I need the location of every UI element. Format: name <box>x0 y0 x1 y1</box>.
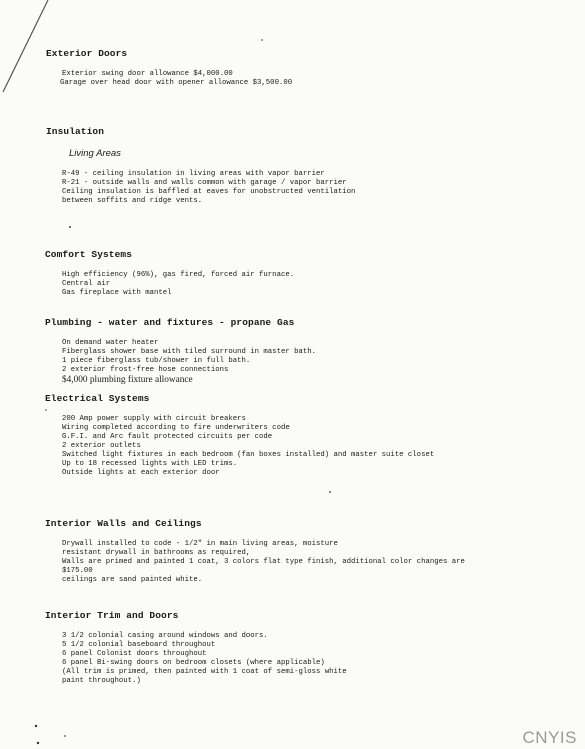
trim-line-2: 5 1/2 colonial baseboard throughout <box>62 641 216 649</box>
section-heading-plumbing: Plumbing - water and fixtures - propane Gas <box>45 317 295 328</box>
exterior-doors-line-2: Garage over head door with opener allowance $3,500.00 <box>60 79 293 87</box>
scan-speck <box>329 491 331 493</box>
scan-edge-line <box>3 0 48 92</box>
plumbing-line-2: Fiberglass shower base with tiled surround in master bath. <box>62 348 316 356</box>
electrical-line-4: 2 exterior outlets <box>62 442 141 450</box>
electrical-line-2: Wiring completed according to fire underwriters code <box>62 424 290 432</box>
plumbing-line-5: $4,000 plumbing fixture allowance <box>62 375 193 385</box>
electrical-line-1: 200 Amp power supply with circuit breakers <box>62 415 246 423</box>
trim-line-1: 3 1/2 colonial casing around windows and doors. <box>62 632 268 640</box>
comfort-line-3: Gas fireplace with mantel <box>62 289 172 297</box>
insulation-line-3: Ceiling insulation is baffled at eaves for unobstructed ventilation <box>62 188 356 196</box>
walls-line-3: Walls are primed and painted 1 coat, 3 colors flat type finish, additional color changes are <box>62 558 465 566</box>
plumbing-line-1: On demand water heater <box>62 339 159 347</box>
trim-line-5: (All trim is primed, then painted with 1 coat of semi-gloss white <box>62 668 347 676</box>
section-heading-exterior-doors: Exterior Doors <box>46 48 128 59</box>
scan-speck <box>261 39 263 41</box>
insulation-line-2: R-21 - outside walls and walls common with garage / vapor barrier <box>62 179 347 187</box>
section-heading-comfort-systems: Comfort Systems <box>45 249 133 260</box>
comfort-line-1: High efficiency (96%), gas fired, forced air furnace. <box>62 271 295 279</box>
scan-speck <box>35 725 37 727</box>
electrical-line-6: Up to 18 recessed lights with LED trims. <box>62 460 238 468</box>
trim-line-6: paint throughout.) <box>62 677 141 685</box>
watermark-logo: CNYIS <box>522 728 577 747</box>
comfort-line-2: Central air <box>62 280 111 288</box>
insulation-subheading: Living Areas <box>69 148 121 159</box>
walls-line-2: resistant drywall in bathrooms as required, <box>62 549 251 557</box>
exterior-doors-line-1: Exterior swing door allowance $4,000.00 <box>62 70 233 78</box>
insulation-line-4: between soffits and ridge vents. <box>62 197 203 205</box>
plumbing-line-4: 2 exterior frost-free hose connections <box>62 366 229 374</box>
scan-speck <box>37 742 39 744</box>
electrical-line-5: Switched light fixtures in each bedroom (fan boxes installed) and master suite closet <box>62 451 435 459</box>
scan-speck <box>45 409 47 411</box>
scan-speck <box>64 735 66 737</box>
walls-line-5: ceilings are sand painted white. <box>62 576 203 584</box>
electrical-line-3: G.F.I. and Arc fault protected circuits per code <box>62 433 273 441</box>
section-heading-electrical: Electrical Systems <box>45 393 150 404</box>
walls-line-4: $175.00 <box>62 567 93 575</box>
section-heading-interior-walls: Interior Walls and Ceilings <box>45 518 202 529</box>
trim-line-3: 6 panel Colonist doors throughout <box>62 650 207 658</box>
walls-line-1: Drywall installed to code - 1/2" in main living areas, moisture <box>62 540 338 548</box>
trim-line-4: 6 panel Bi-swing doors on bedroom closets (where applicable) <box>62 659 325 667</box>
insulation-line-1: R-49 - ceiling insulation in living areas with vapor barrier <box>62 170 325 178</box>
plumbing-line-3: 1 piece fiberglass tub/shower in full bath. <box>62 357 251 365</box>
section-heading-insulation: Insulation <box>46 126 105 137</box>
scan-speck <box>69 226 71 228</box>
electrical-line-7: Outside lights at each exterior door <box>62 469 220 477</box>
section-heading-interior-trim: Interior Trim and Doors <box>45 610 179 621</box>
